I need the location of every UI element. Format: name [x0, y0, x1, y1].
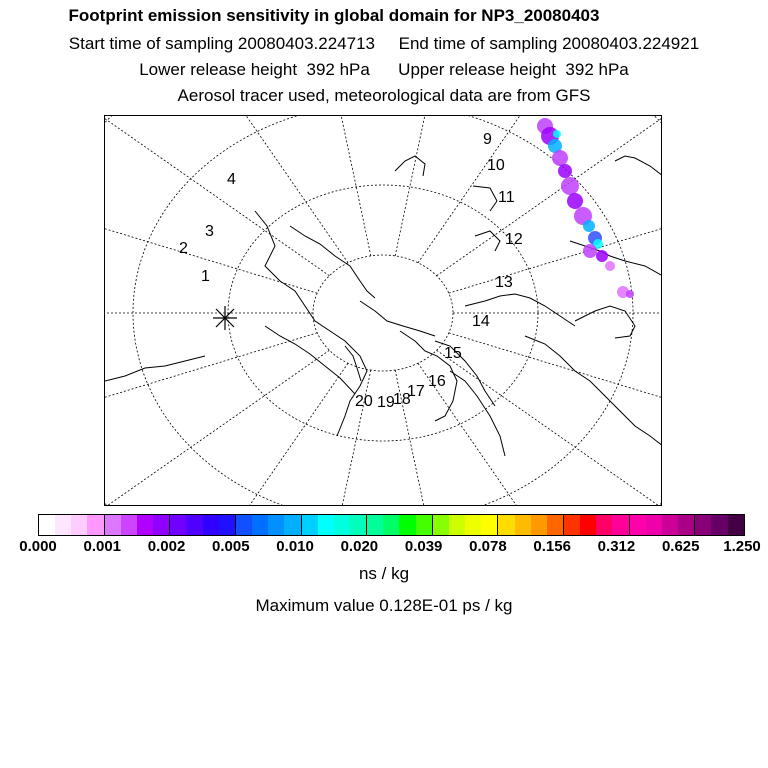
meridian-line [418, 363, 662, 506]
colorbar-cell [433, 515, 449, 535]
colorbar-cell [55, 515, 71, 535]
meridian-line [279, 116, 371, 256]
colorbar-cell [71, 515, 87, 535]
maximum-value-text: Maximum value 0.128E-01 ps / kg [255, 596, 513, 615]
colorbar-cell [284, 515, 301, 535]
tracer-info-line: Aerosol tracer used, meteorological data are from GFS [177, 86, 591, 105]
plume-cell [583, 244, 597, 258]
trajectory-label-16: 16 [428, 373, 446, 390]
coastline-segment [450, 371, 505, 456]
colorbar-cell [105, 515, 121, 535]
colorbar-unit: ns / kg [358, 564, 410, 583]
colorbar-cell [219, 515, 236, 535]
meridian-line [105, 363, 348, 506]
trajectory-label-13: 13 [495, 274, 513, 291]
colorbar-cell [449, 515, 465, 535]
trajectory-label-3: 3 [205, 223, 214, 240]
plume-cell [583, 220, 595, 232]
coastline-segment [473, 186, 497, 211]
meridian-line [437, 350, 662, 506]
colorbar-cell [711, 515, 727, 535]
plume-cell [561, 177, 579, 195]
trajectory-label-10: 10 [487, 157, 505, 174]
colorbar-cell [399, 515, 415, 535]
plume-cell [596, 250, 608, 262]
colorbar-cell [153, 515, 170, 535]
colorbar-cell [498, 515, 514, 535]
plume-cell [605, 261, 615, 271]
trajectory-label-15: 15 [444, 345, 462, 362]
colorbar-cell [318, 515, 334, 535]
plume-cell [626, 290, 634, 298]
coastline-segment [265, 326, 355, 394]
polar-map [105, 116, 662, 506]
coastline-segment [255, 211, 367, 436]
colorbar-cell [596, 515, 612, 535]
trajectory-label-14: 14 [472, 313, 490, 330]
colorbar-tick-label: 0.005 [212, 538, 250, 555]
coastline-segment [105, 356, 205, 381]
colorbar-cell [383, 515, 399, 535]
colorbar-cell [580, 515, 596, 535]
release-height-line: Lower release height 392 hPa Upper release height 392 hPa [139, 60, 629, 79]
coastline-segment [570, 241, 662, 276]
map-title: Footprint emission sensitivity in global domain for NP3_20080403 [68, 6, 600, 25]
plume-cell [558, 164, 572, 178]
meridian-line [105, 142, 317, 293]
sampling-time-line: Start time of sampling 20080403.224713 End time of sampling 20080403.224921 [68, 34, 700, 53]
colorbar-tick-label: 0.039 [404, 538, 443, 555]
graticule-lines [105, 116, 662, 506]
colorbar-cell [612, 515, 629, 535]
colorbar-cell [531, 515, 547, 535]
colorbar-tick-label: 0.156 [533, 538, 571, 555]
colorbar-cell [350, 515, 367, 535]
meridian-line [105, 333, 317, 484]
colorbar-cell [547, 515, 564, 535]
colorbar-cell [87, 515, 104, 535]
plume-cell [567, 193, 583, 209]
colorbar-tick-label: 1.250 [723, 538, 761, 555]
colorbar-cell [515, 515, 531, 535]
colorbar-cell [121, 515, 137, 535]
colorbar-cell [564, 515, 580, 535]
colorbar-tick-label: 0.001 [83, 538, 122, 555]
colorbar-cell [662, 515, 678, 535]
coastline-segment [575, 306, 635, 338]
release-location-marker [213, 306, 237, 330]
meridian-line [418, 116, 662, 263]
trajectory-label-12: 12 [505, 231, 523, 248]
colorbar-cell [695, 515, 711, 535]
colorbar-tick-label: 0.010 [276, 538, 314, 555]
colorbar-cell [39, 515, 55, 535]
colorbar-cell [302, 515, 318, 535]
colorbar-cell [465, 515, 481, 535]
colorbar-cell [367, 515, 383, 535]
colorbar-cell [728, 515, 744, 535]
plume-cell [553, 130, 561, 138]
colorbar-cell [481, 515, 498, 535]
colorbar-tick-label: 0.002 [147, 538, 186, 555]
colorbar-cell [630, 515, 646, 535]
meridian-line [105, 116, 329, 276]
trajectory-label-17: 17 [407, 383, 425, 400]
trajectory-label-4: 4 [227, 171, 236, 188]
trajectory-label-20: 20 [355, 393, 373, 410]
colorbar-tick-label: 0.000 [19, 538, 57, 555]
colorbar-cell [186, 515, 202, 535]
map-panel [104, 115, 662, 506]
colorbar-cell [416, 515, 433, 535]
coastline-segment [290, 226, 375, 298]
colorbar-cell [334, 515, 350, 535]
meridian-line [449, 142, 662, 293]
meridian-line [105, 116, 348, 263]
colorbar-cell [236, 515, 252, 535]
emission-plume [537, 118, 634, 298]
colorbar-cell [678, 515, 695, 535]
trajectory-label-19: 19 [377, 394, 395, 411]
coastline-segment [615, 156, 662, 176]
meridian-line [449, 333, 662, 484]
colorbar-cell [268, 515, 284, 535]
colorbar [38, 514, 745, 536]
latitude-circle [105, 116, 662, 506]
trajectory-label-9: 9 [483, 131, 492, 148]
coastline-segment [395, 156, 425, 176]
colorbar-cell [646, 515, 662, 535]
latitude-circle [133, 116, 633, 506]
colorbar-tick-label: 0.312 [597, 538, 636, 555]
plume-cell [552, 150, 568, 166]
trajectory-label-11: 11 [498, 189, 515, 206]
meridian-line [105, 350, 329, 506]
colorbar-tick-label: 0.625 [661, 538, 700, 555]
colorbar-cell [137, 515, 153, 535]
trajectory-label-1: 1 [201, 268, 210, 285]
colorbar-cell [203, 515, 219, 535]
coastline-segment [360, 301, 435, 336]
colorbar-cell [170, 515, 186, 535]
trajectory-label-18: 18 [393, 391, 411, 408]
trajectory-label-2: 2 [179, 240, 188, 257]
colorbar-cell [252, 515, 268, 535]
colorbar-tick-label: 0.078 [469, 538, 507, 555]
colorbar-tick-label: 0.020 [340, 538, 379, 555]
